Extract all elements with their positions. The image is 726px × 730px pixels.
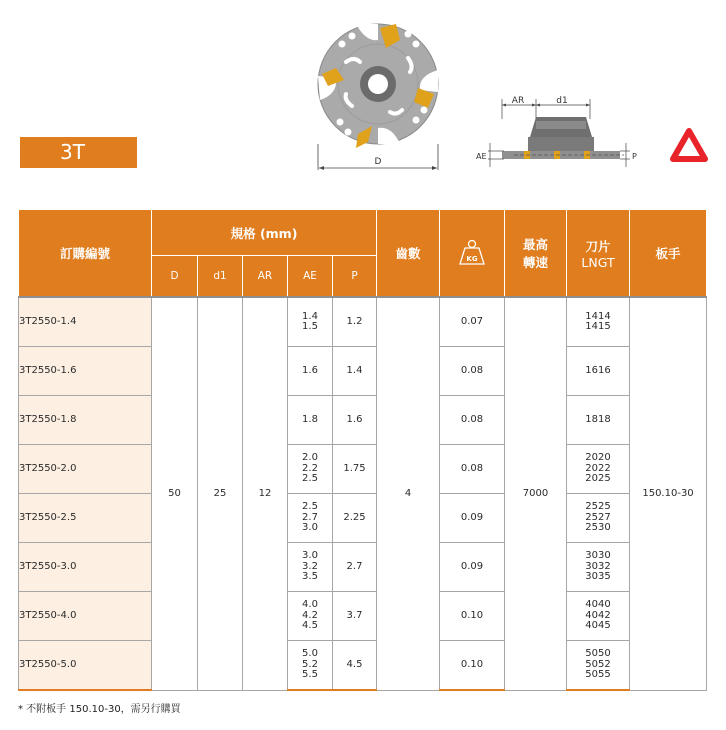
table-row (19, 445, 707, 494)
order-number: 3T2550-2.5 (19, 494, 152, 543)
header-wrench: 板手 (630, 210, 707, 298)
cell-d: 50 (152, 297, 198, 690)
cell-p: 1.2 (333, 297, 377, 347)
cell-lngt: 3030 3032 3035 (567, 543, 630, 592)
spec-table (18, 209, 707, 691)
footnote: * 不附板手 150.10-30，需另行購買 (18, 704, 181, 715)
order-number: 3T2550-1.8 (19, 396, 152, 445)
cell-weight: 0.10 (440, 641, 505, 691)
order-number: 3T2550-5.0 (19, 641, 152, 691)
dimension-d1-label: d1 (556, 96, 568, 106)
cutter-front-view (316, 10, 448, 172)
subheader-ae: AE (288, 256, 333, 298)
cell-wrench: 150.10-30 (630, 297, 707, 690)
cell-lngt: 1616 (567, 347, 630, 396)
weight-icon (459, 238, 485, 266)
cell-p: 2.7 (333, 543, 377, 592)
cell-lngt: 2020 2022 2025 (567, 445, 630, 494)
cell-weight: 0.07 (440, 297, 505, 347)
cutter-side-view (474, 93, 644, 177)
header-max-speed: 最高 轉速 (505, 210, 567, 298)
cell-p: 3.7 (333, 592, 377, 641)
cell-d1: 25 (198, 297, 243, 690)
cell-p: 1.4 (333, 347, 377, 396)
cell-ae: 4.0 4.2 4.5 (288, 592, 333, 641)
subheader-ar: AR (243, 256, 288, 298)
table-row (19, 396, 707, 445)
cell-weight: 0.09 (440, 543, 505, 592)
subheader-d1: d1 (198, 256, 243, 298)
series-badge: 3T (20, 137, 137, 168)
header-weight (440, 210, 505, 298)
cell-lngt: 4040 4042 4045 (567, 592, 630, 641)
cell-ae: 3.0 3.2 3.5 (288, 543, 333, 592)
cell-lngt: 1818 (567, 396, 630, 445)
cell-max-speed: 7000 (505, 297, 567, 690)
cell-p: 1.6 (333, 396, 377, 445)
cell-teeth: 4 (377, 297, 440, 690)
cell-ae: 2.0 2.2 2.5 (288, 445, 333, 494)
table-row (19, 347, 707, 396)
cell-p: 4.5 (333, 641, 377, 691)
table-row (19, 543, 707, 592)
order-number: 3T2550-4.0 (19, 592, 152, 641)
order-number: 3T2550-3.0 (19, 543, 152, 592)
header-blade: 刀片 LNGT (567, 210, 630, 298)
dimension-d-label: D (374, 157, 382, 167)
table-row (19, 297, 707, 347)
cell-ae: 1.6 (288, 347, 333, 396)
svg-text:KG: KG (466, 254, 478, 263)
table-row (19, 641, 707, 691)
header-order-no: 訂購編號 (19, 210, 152, 298)
subheader-p: P (333, 256, 377, 298)
cell-weight: 0.10 (440, 592, 505, 641)
cell-weight: 0.08 (440, 396, 505, 445)
order-number: 3T2550-2.0 (19, 445, 152, 494)
header-spec: 規格 (mm) (152, 210, 377, 256)
order-number: 3T2550-1.6 (19, 347, 152, 396)
cell-weight: 0.08 (440, 347, 505, 396)
table-row (19, 494, 707, 543)
order-number: 3T2550-1.4 (19, 297, 152, 347)
cell-ar: 12 (243, 297, 288, 690)
cell-weight: 0.09 (440, 494, 505, 543)
cell-lngt: 1414 1415 (567, 297, 630, 347)
cell-ae: 2.5 2.7 3.0 (288, 494, 333, 543)
cell-ae: 1.8 (288, 396, 333, 445)
cell-lngt: 5050 5052 5055 (567, 641, 630, 691)
table-row (19, 592, 707, 641)
triangle-insert-icon (670, 128, 708, 164)
cell-p: 2.25 (333, 494, 377, 543)
cell-weight: 0.08 (440, 445, 505, 494)
cell-p: 1.75 (333, 445, 377, 494)
dimension-ae-label: AE (476, 152, 487, 161)
header-teeth: 齒數 (377, 210, 440, 298)
cell-ae: 5.0 5.2 5.5 (288, 641, 333, 691)
dimension-ar-label: AR (511, 96, 525, 106)
cell-ae: 1.4 1.5 (288, 297, 333, 347)
dimension-p-label: P (632, 152, 637, 161)
subheader-d: D (152, 256, 198, 298)
cell-lngt: 2525 2527 2530 (567, 494, 630, 543)
